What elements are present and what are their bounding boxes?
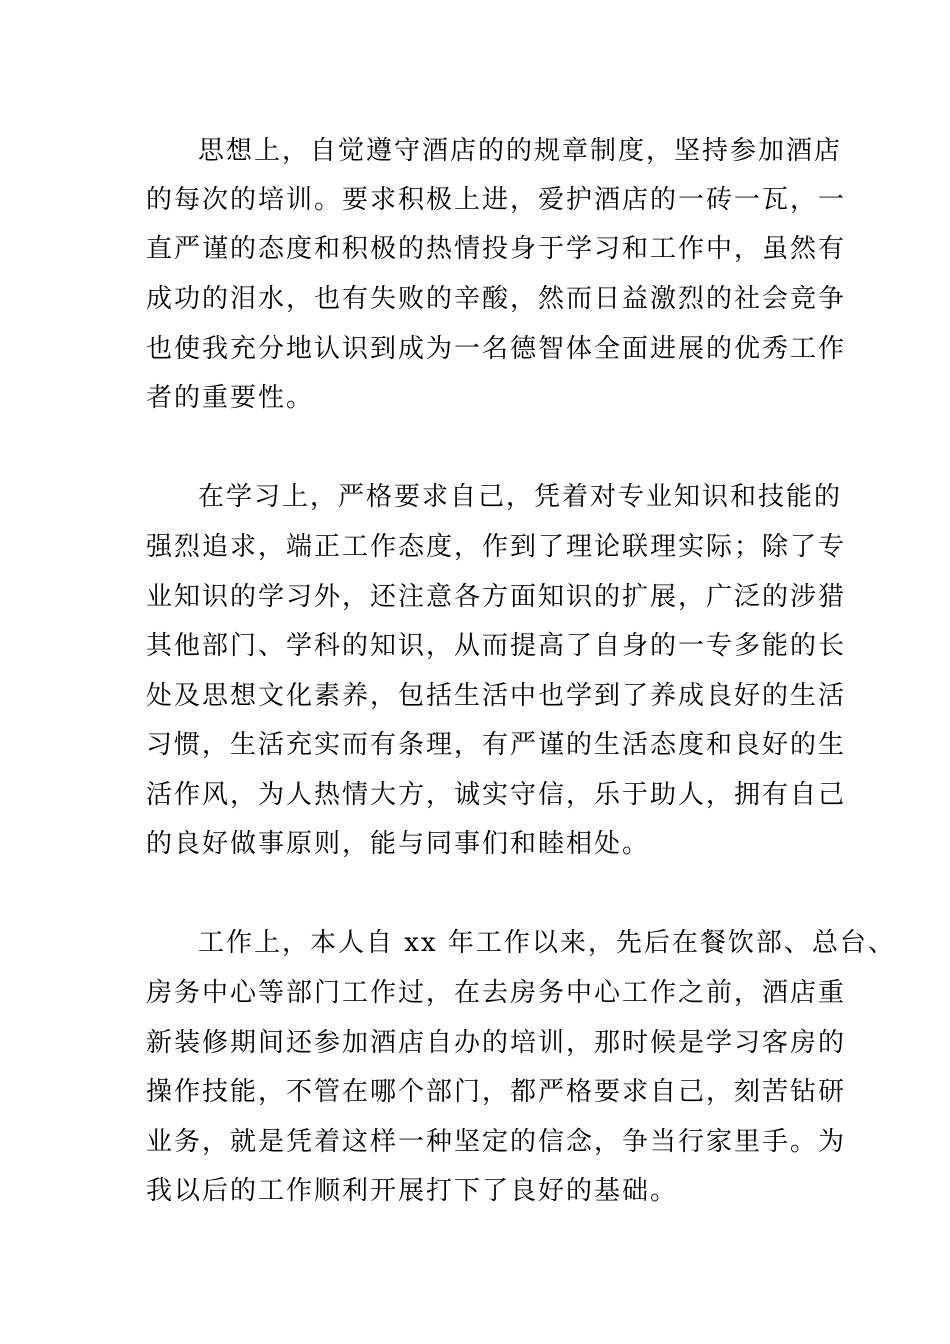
paragraph-line: 习惯，生活充实而有条理，有严谨的生活态度和良好的生: [146, 730, 847, 760]
paragraph-line: 也使我充分地认识到成为一名德智体全面进展的优秀工作: [146, 334, 847, 364]
paragraph-line: 处及思想文化素养，包括生活中也学到了养成良好的生活: [146, 681, 847, 711]
paragraph-line: 成功的泪水，也有失败的辛酸，然而日益激烈的社会竞争: [146, 284, 847, 314]
paragraph-line: 在学习上，严格要求自己，凭着对专业知识和技能的: [198, 482, 843, 512]
paragraph-line: 强烈追求，端正工作态度，作到了理论联理实际；除了专: [146, 532, 847, 562]
paragraph-line: 其他部门、学科的知识，从而提高了自身的一专多能的长: [146, 631, 847, 661]
paragraph-line: 的良好做事原则，能与同事们和睦相处。: [146, 829, 651, 859]
paragraph-line: 操作技能，不管在哪个部门，都严格要求自己，刻苦钻研: [146, 1077, 847, 1107]
paragraph-line: 业务，就是凭着这样一种坚定的信念，争当行家里手。为: [146, 1127, 847, 1157]
paragraph-line: 业知识的学习外，还注意各方面知识的扩展，广泛的涉猎: [146, 582, 847, 612]
paragraph-line: 直严谨的态度和积极的热情投身于学习和工作中，虽然有: [146, 234, 847, 264]
paragraph-line: 工作上，本人自 xx 年工作以来，先后在餐饮部、总台、: [198, 928, 896, 958]
paragraph-line: 新装修期间还参加酒店自办的培训，那时候是学习客房的: [146, 1028, 847, 1058]
paragraph-line: 活作风，为人热情大方，诚实守信，乐于助人，拥有自己: [146, 780, 847, 810]
paragraph-line: 者的重要性。: [146, 383, 315, 413]
paragraph-line: 我以后的工作顺利开展打下了良好的基础。: [146, 1176, 679, 1206]
paragraph-line: 的每次的培训。要求积极上进，爱护酒店的一砖一瓦，一: [146, 185, 847, 215]
paragraph-line: 思想上，自觉遵守酒店的的规章制度，坚持参加酒店: [198, 136, 843, 166]
paragraph-line: 房务中心等部门工作过，在去房务中心工作之前，酒店重: [146, 978, 847, 1008]
